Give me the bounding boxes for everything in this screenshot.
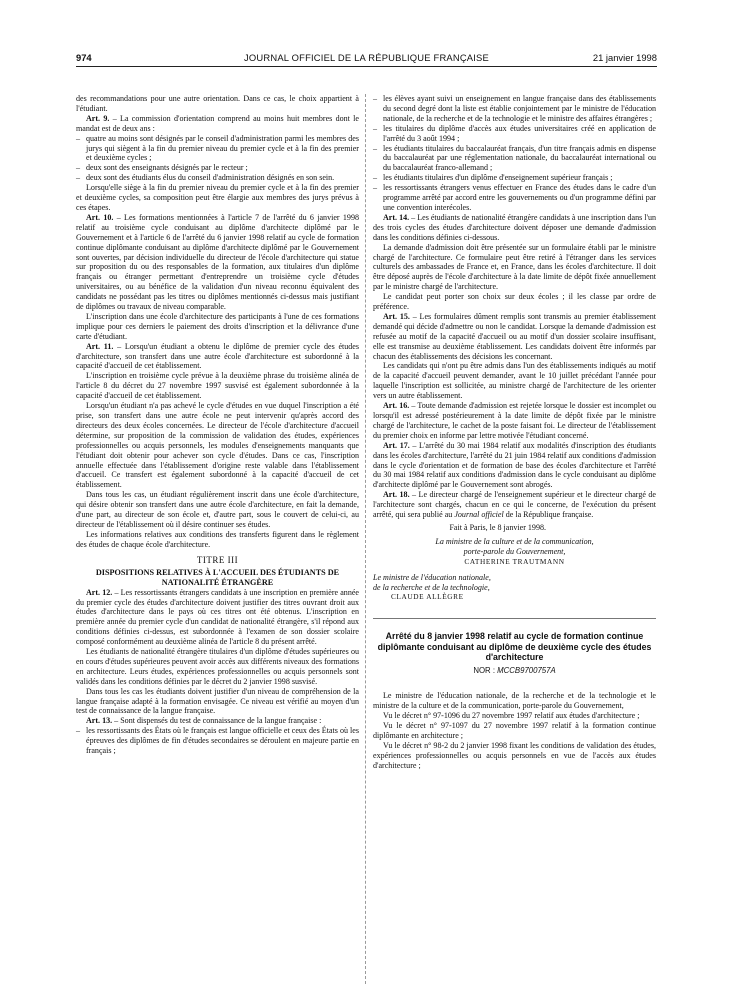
article-label: Art. 16.: [383, 401, 410, 411]
article-17: [373, 441, 656, 491]
article-16: [373, 401, 656, 441]
article-14: [373, 213, 656, 243]
article-text: – Les formulaires dûment remplis sont transmis au premier établissement demandé qui décide d'admettre ou non le candidat. Lorsque la demande d'admission est refusée au motif de la capacité d'accueil ou au motif d'un dossier scolaire insuffisant, elle est transmise au deuxième établissement. Les candidats doivent être informés par chacun des établissements des décisions les concernant.: [373, 311, 656, 361]
article-11: [76, 342, 359, 372]
article-label: Art. 10.: [86, 212, 114, 222]
right-column: [373, 94, 656, 771]
article-label: Art. 18.: [383, 490, 410, 500]
header-rule: [76, 66, 657, 67]
article-label: Art. 15.: [383, 311, 410, 321]
article-9: [76, 114, 359, 134]
list-item: – les étudiants titulaires d'un diplôme d'enseignement supérieur français ;: [373, 173, 613, 183]
paragraph: Le candidat peut porter son choix sur deux écoles ; il les classe par ordre de préférence.: [373, 292, 656, 312]
article-15: [373, 312, 656, 362]
paragraph: Vu le décret n° 98-2 du 2 janvier 1998 fixant les conditions de validation des études, expériences professionnelles ou acquis personnels en vue de l'accès aux études d'architecture ;: [373, 740, 656, 770]
list-item: – quatre au moins sont désignés par le conseil d'administration parmi les membres des jurys qui siègent à la fin du premier niveau du premier cycle et à la fin des premier et deuxième cycles ;: [76, 133, 359, 163]
paragraph: Le ministre de l'éducation nationale, de la recherche et de la technologie et le ministre de la culture et de la communication, porte-parole du Gouvernement,: [373, 691, 656, 711]
paragraph: des recommandations pour une autre orientation. Dans ce cas, le choix appartient à l'étudiant.: [76, 94, 359, 113]
article-text: – Lorsqu'un étudiant a obtenu le diplôme de premier cycle des études d'architecture, son transfert dans une autre école d'architecture est subordonné à la capacité d'accueil de cet établissement.: [76, 341, 360, 371]
article-12: [76, 588, 359, 647]
paragraph: Vu le décret n° 97-1096 du 27 novembre 1997 relatif aux études d'architecture ;: [383, 711, 640, 721]
signatory-name: CATHERINE TRAUTMANN: [464, 556, 565, 566]
article-text: de la République française.: [503, 510, 594, 520]
list-item: – les ressortissants des États où le français est langue officielle et ceux des États où les épreuves des diplômes de fin d'études secondaires se déroulent en majeure partie en français ;: [76, 726, 359, 756]
paragraph: Dans tous les cas les étudiants doivent justifier d'un niveau de compréhension de la langue française adapté à la formation envisagée. Ce niveau est vérifié au moyen d'un test de connaissance de la langue française.: [76, 686, 359, 716]
left-column: [76, 94, 359, 756]
article-text: – Le directeur chargé de l'enseignement supérieur et le directeur chargé de l'architecture sont chargés, chacun en ce qui le concerne, de l'exécution du présent arrêté, qui sera publié au: [373, 490, 656, 520]
paragraph: Les informations relatives aux conditions des transferts figurent dans le règlement des études de chaque école d'architecture.: [76, 529, 359, 549]
paragraph: Lorsqu'elle siège à la fin du premier niveau du premier cycle et à la fin des premier et deuxième cycles, sa composition peut être élargie aux membres des jurys prévus à ces étapes.: [76, 183, 359, 212]
article-text: – Toute demande d'admission est rejetée lorsque le dossier est incomplet ou lorsqu'il est adressé postérieurement à la date limite de dépôt fixée par le ministre chargé de l'architecture, le cachet de la poste faisant foi. Le directeur de l'établissement du premier choix en informe par lettre motivée l'étudiant concerné.: [373, 401, 656, 440]
section-subtitle: DISPOSITIONS RELATIVES À L'ACCUEIL DES ÉTUDIANTS DE NATIONALITÉ ÉTRANGÈRE: [95, 567, 340, 587]
list-item: – les ressortissants étrangers venus effectuer en France des études dans le cadre d'un programme arrêté par accord entre les gouvernements ou d'un programme défini par une convention interécoles.: [373, 183, 656, 212]
list-item: – deux sont des étudiants élus du conseil d'administration désignés en son sein.: [76, 173, 335, 183]
article-text: – La commission d'orientation comprend au moins huit membres dont le mandat est de deux ans :: [76, 113, 359, 133]
section-title: TITRE III: [196, 554, 239, 565]
article-text: – Les ressortissants étrangers candidats à une inscription en première année du premier cycle des études d'architecture doivent justifier des titres ouvrant droit aux études d'architecture dans le pays où ces titres ont été obtenus. L'inscription en première année du premier cycle d'un candidat de nationalité étrangère, s'il répond aux conditions définies ci-dessus, est subordonnée à l'examen de son dossier scolaire composé conformément au deuxième alinéa de l'article 8 du présent arrêté.: [76, 587, 359, 647]
article-text: – Les étudiants de nationalité étrangère candidats à une inscription dans l'un des trois cycles des études d'architecture doivent déposer une demande d'admission dans les conditions définies ci-dessous.: [373, 212, 656, 242]
article-text: – L'arrêté du 30 mai 1984 relatif aux modalités d'inscription des étudiants dans les écoles d'architecture, l'arrêté du 21 juin 1984 relatif aux conditions d'admission dans le cycle d'orientation et de formation de base des écoles d'architecture et l'arrêté du 30 mai 1984 relatif aux conditions d'admission dans le cycle conduisant au diplôme d'architecte diplômé par le Gouvernement sont abrogés.: [373, 440, 656, 490]
list-item: – les élèves ayant suivi un enseignement en langue française dans des établissements du second degré dont la liste est établie conjointement par le ministre de l'éducation nationale, de la recherche et de la technologie et le ministre des affaires étrangères ;: [373, 94, 656, 123]
page-header: [76, 52, 657, 66]
article-label: Art. 9.: [86, 113, 110, 123]
decree-title: Arrêté du 8 janvier 1998 relatif au cycle de formation continue diplômante conduisant au diplôme de deuxième cycle des études d'architecture: [377, 631, 652, 663]
list-item: – les étudiants titulaires du baccalauréat français, d'un titre français admis en dispense du baccalauréat par une réglementation nationale, du baccalauréat international ou du baccalauréat franco-allemand ;: [373, 143, 656, 173]
signatory-name: CLAUDE ALLÈGRE: [391, 592, 464, 602]
article-text: – Sont dispensés du test de connaissance de la langue française :: [112, 716, 322, 726]
paragraph: Les candidats qui n'ont pu être admis dans l'un des établissements indiqués au motif de la capacité d'accueil peuvent demander, avant le 10 juillet précédant l'année pour laquelle l'inscription est sollicitée, au ministre chargé de l'architecture de les orienter vers un autre établissement.: [373, 361, 656, 401]
article-label: Art. 12.: [86, 587, 113, 597]
signatory-title: de la recherche et de la technologie,: [373, 582, 490, 592]
issue-date: 21 janvier 1998: [592, 52, 657, 63]
signatory-title: La ministre de la culture et de la communication,: [435, 536, 594, 546]
page-number: 974: [76, 52, 92, 63]
paragraph: La demande d'admission doit être présentée sur un formulaire établi par le ministre chargé de l'architecture. Ce formulaire peut être retiré à l'étranger dans les services culturels des ambassades de France et, en France, dans les écoles d'architecture. Il doit être déposé auprès de l'école d'architecture à la date limite de dépôt fixée annuellement par le ministre chargé de l'architecture.: [373, 242, 656, 292]
article-10: [76, 213, 359, 312]
article-label: Art. 17.: [383, 440, 410, 450]
article-label: Art. 14.: [383, 212, 410, 222]
paragraph: L'inscription en troisième cycle prévue à la deuxième phrase du troisième alinéa de l'article 8 du décret du 27 novembre 1997 susvisé est également subordonnée à la capacité d'accueil de cet établissement.: [76, 371, 359, 401]
paragraph: Lorsqu'un étudiant n'a pas achevé le cycle d'études en vue duquel l'inscription a été prise, son transfert dans une autre école ne peut intervenir qu'après accord des directeurs des deux écoles concernées. Le directeur de l'école d'architecture d'accueil détermine, sur proposition de la commission de validation des études, expériences professionnelles ou acquis personnels, les modules d'enseignements manquants que l'étudiant doit obtenir pour achever son cycle d'études. Dans ce cas, l'inscription annuelle effectuée dans l'établissement d'origine reste valable dans l'établissement d'accueil. Ce transfert est également subordonné à la capacité d'accueil de cet établissement.: [76, 401, 359, 490]
section-rule: [373, 618, 656, 619]
signatory-culture: [373, 537, 656, 567]
paragraph: Vu le décret n° 97-1097 du 27 novembre 1997 relatif à la formation continue diplômante en architecture ;: [373, 721, 656, 741]
article-18: [373, 490, 656, 520]
signatory-education: [373, 573, 656, 603]
paragraph: Les étudiants de nationalité étrangère titulaires d'un diplôme d'études supérieures ou en cours d'études supérieures peuvent avoir accès aux différents niveaux des formations en architecture. Leurs études, expériences professionnelles ou acquis personnels sont validés dans les conditions définies par le décret du 2 janvier 1998 susvisé.: [76, 647, 359, 686]
paragraph: Dans tous les cas, un étudiant régulièrement inscrit dans une école d'architecture, qui désire obtenir son transfert dans une autre école d'architecture, en fait la demande, d'une part, au directeur de son école et, d'autre part, sous le couvert de celui-ci, au directeur de l'établissement où il désire continuer ses études.: [76, 490, 359, 529]
list-item: – deux sont des enseignants désignés par le recteur ;: [76, 163, 248, 173]
list-item: – les titulaires du diplôme d'accès aux études universitaires créé en application de l'arrêté du 3 août 1994 ;: [373, 123, 656, 143]
journal-title: JOURNAL OFFICIEL DE LA RÉPUBLIQUE FRANÇAISE: [244, 52, 489, 63]
column-separator: [365, 94, 366, 984]
article-label: Art. 11.: [86, 341, 114, 351]
signature-date: Fait à Paris, le 8 janvier 1998.: [449, 522, 546, 532]
signatory-title: Le ministre de l'éducation nationale,: [373, 572, 491, 582]
paragraph: L'inscription dans une école d'architecture des participants à l'une de ces formations implique pour ces derniers le paiement des droits d'inscription et la délivrance d'une carte d'étudiant.: [76, 311, 359, 341]
article-13: [76, 716, 359, 726]
article-text: – Les formations mentionnées à l'article 7 de l'arrêté du 6 janvier 1998 relatif au troisième cycle conduisant au diplôme d'architecte diplômé par le Gouvernement et à l'article 6 de l'arrêté du 6 janvier 1998 relatif au cycle de formation continue diplômante conduisant au diplôme d'architecte diplômé par le Gouvernement sont ouvertes, par décision individuelle du directeur de l'école d'architecture qui statue sur proposition du ou des responsables de la formation, aux titulaires d'un diplôme français ou étranger permettant d'entreprendre un troisième cycle d'études universitaires, ou au bénéfice de la validation d'un niveau reconnu équivalent des candidats ne possédant pas les titres ou diplômes mentionnés ci-dessus mais justifiant de diplômes ou travaux de niveau comparable.: [76, 212, 359, 312]
nor-code: MCCB9700757A: [497, 665, 556, 675]
journal-name: Journal officiel: [454, 510, 504, 520]
nor-reference: NOR : MCCB9700757A: [473, 665, 556, 675]
article-label: Art. 13.: [86, 716, 113, 726]
signatory-title: porte-parole du Gouvernement,: [463, 546, 566, 556]
